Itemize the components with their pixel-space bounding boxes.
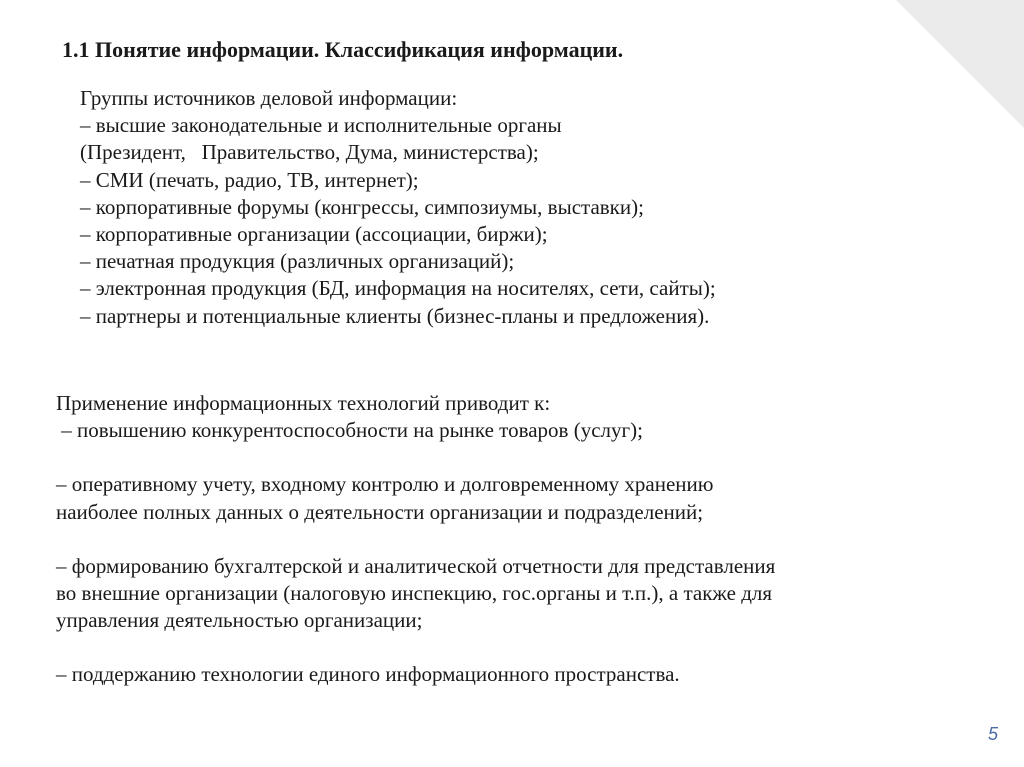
it-item-competitiveness: – повышению конкурентоспособности на рынке товаров (услуг); [56, 418, 643, 443]
sources-heading: Группы источников деловой информации: [80, 86, 458, 110]
corner-decoration [896, 0, 1024, 128]
paragraph-gap [56, 444, 775, 471]
it-heading: Применение информационных технологий приводит к: [56, 391, 551, 415]
source-item: – высшие законодательные и исполнительные органы [80, 113, 562, 138]
source-item: – электронная продукция (БД, информация на носителях, сети, сайты); [80, 276, 716, 301]
it-item-accounting-line2: наиболее полных данных о деятельности организации и подразделений; [56, 499, 704, 524]
paragraph-gap [56, 634, 775, 661]
slide-title: 1.1 Понятие информации. Классификация информации. [62, 37, 624, 62]
source-item: – СМИ (печать, радио, ТВ, интернет); [80, 167, 419, 192]
source-item: – корпоративные форумы (конгрессы, симпозиумы, выставки); [80, 194, 644, 219]
paragraph-gap [56, 526, 775, 553]
page-number: 5 [988, 724, 999, 744]
it-application-section [56, 390, 775, 689]
source-item: – печатная продукция (различных организаций); [80, 249, 515, 274]
it-item-info-space: – поддержанию технологии единого информационного пространства. [56, 662, 680, 687]
source-item: (Президент, Правительство, Дума, министерства); [80, 140, 539, 165]
it-item-reporting-line1: – формированию бухгалтерской и аналитической отчетности для представления [56, 553, 776, 578]
it-item-reporting-line2: во внешние организации (налоговую инспекцию, гос.органы и т.п.), а также для [56, 581, 773, 606]
source-item: – партнеры и потенциальные клиенты (бизнес-планы и предложения). [80, 303, 710, 328]
source-item: – корпоративные организации (ассоциации, биржи); [80, 222, 548, 247]
it-item-accounting-line1: – оперативному учету, входному контролю и долговременному хранению [56, 472, 714, 497]
it-item-reporting-line3: управления деятельностью организации; [56, 608, 423, 633]
business-info-sources [80, 85, 716, 330]
